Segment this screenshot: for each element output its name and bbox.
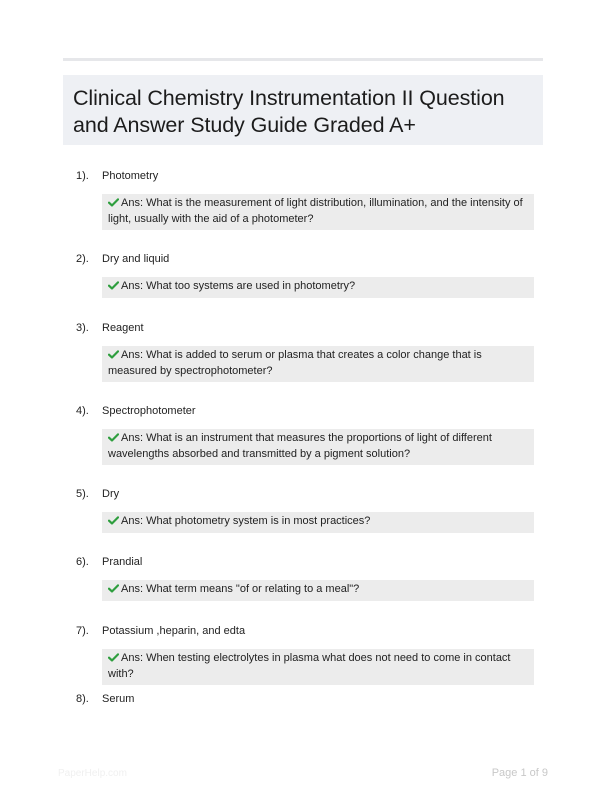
check-icon (108, 281, 119, 290)
qa-answer-text: Ans: What too systems are used in photometry? (121, 280, 356, 292)
qa-number: 8). (76, 693, 89, 705)
qa-term: Spectrophotometer (102, 405, 196, 417)
check-icon (108, 584, 119, 593)
check-icon (108, 516, 119, 525)
check-icon (108, 653, 119, 662)
qa-answer-text: Ans: What photometry system is in most practices? (121, 515, 371, 527)
qa-number: 5). (76, 488, 89, 500)
qa-term: Dry and liquid (102, 253, 170, 265)
footer-watermark: PaperHelp.com (58, 768, 127, 779)
qa-answer (102, 580, 534, 601)
qa-number: 4). (76, 405, 89, 417)
qa-number: 2). (76, 253, 89, 265)
qa-answer (102, 649, 534, 685)
qa-answer (102, 512, 534, 533)
qa-answer (102, 429, 534, 465)
qa-term: Potassium ,heparin, and edta (102, 625, 246, 637)
qa-answer-text: Ans: What is added to serum or plasma that creates a color change that is measured by spectrophotometer? (108, 349, 482, 377)
qa-answer (102, 277, 534, 298)
qa-number: 3). (76, 322, 89, 334)
check-icon (108, 433, 119, 442)
qa-term: Dry (102, 488, 120, 500)
qa-number: 1). (76, 170, 89, 182)
qa-answer-text: Ans: What is the measurement of light distribution, illumination, and the intensity of light, usually with the aid of a photometer? (108, 197, 523, 225)
qa-term: Prandial (102, 556, 143, 568)
qa-answer-text: Ans: When testing electrolytes in plasma what does not need to come in contact with? (108, 652, 511, 680)
title-box (63, 75, 543, 145)
qa-answer (102, 194, 534, 230)
document-title: Clinical Chemistry Instrumentation II Question and Answer Study Guide Graded A+ (73, 86, 505, 137)
page-number: Page 1 of 9 (491, 767, 548, 779)
check-icon (108, 350, 119, 359)
qa-number: 6). (76, 556, 89, 568)
qa-answer-text: Ans: What is an instrument that measures the proportions of light of different wavelengths absorbed and transmitted by a pigment solution? (108, 432, 492, 460)
qa-answer (102, 346, 534, 382)
qa-number: 7). (76, 625, 89, 637)
qa-term: Reagent (102, 322, 144, 334)
qa-answer-text: Ans: What term means "of or relating to a meal"? (121, 583, 360, 595)
qa-term: Serum (102, 693, 135, 705)
check-icon (108, 198, 119, 207)
qa-term: Photometry (102, 170, 159, 182)
top-divider (63, 58, 543, 61)
